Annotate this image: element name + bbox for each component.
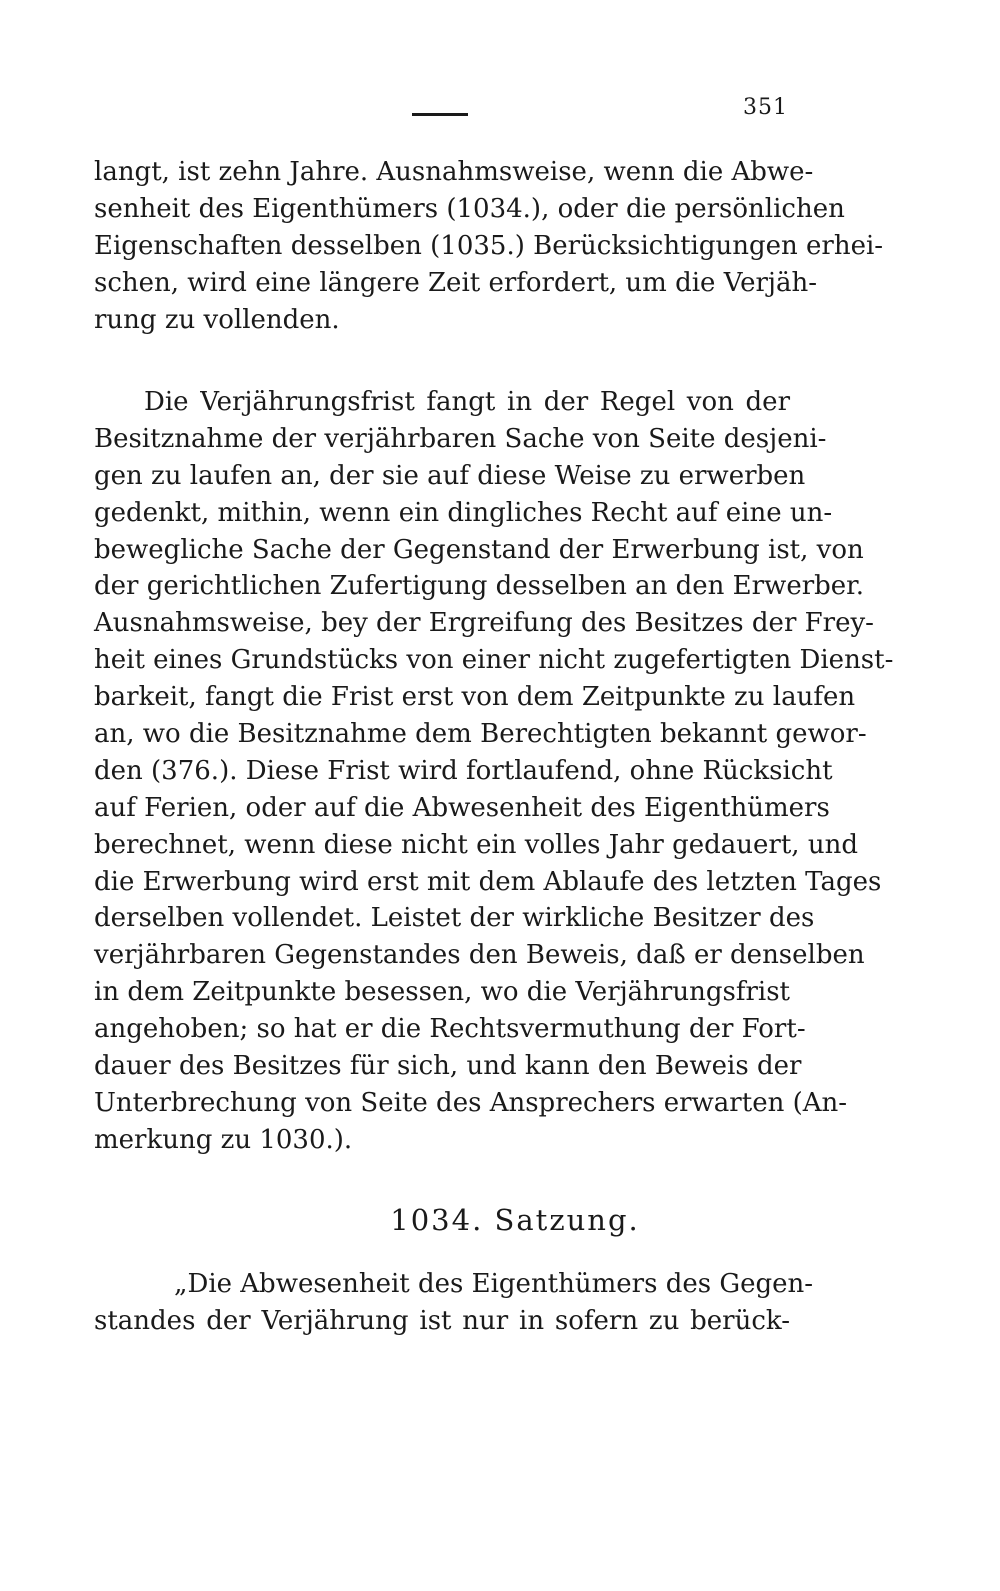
text-line: merkung zu 1030.). xyxy=(94,1124,353,1155)
text-line: den (376.). Diese Frist wird fortlaufend, ohne Rücksicht xyxy=(94,755,833,786)
header-rule xyxy=(412,113,468,116)
paragraph-limitation-period xyxy=(94,384,894,1159)
text-line: die Erwerbung wird erst mit dem Ablaufe des letzten Tages xyxy=(94,866,882,897)
text-line: an, wo die Besitznahme dem Berechtigten bekannt gewor- xyxy=(94,719,867,750)
text-line: senheit des Eigenthümers (1034.), oder die persönlichen xyxy=(94,193,845,224)
text-line: langt, ist zehn Jahre. Ausnahmsweise, wenn die Abwe- xyxy=(94,157,814,187)
text-line: in dem Zeitpunkte besessen, wo die Verjährungsfrist xyxy=(94,977,790,1008)
text-line: der gerichtlichen Zufertigung desselben an den Erwerber. xyxy=(94,571,864,602)
text-line: berechnet, wenn diese nicht ein volles Jahr gedauert, und xyxy=(94,829,858,860)
text-line: gedenkt, mithin, wenn ein dingliches Recht auf eine un- xyxy=(94,497,833,528)
page-number: 351 xyxy=(743,95,788,120)
text-line: „Die Abwesenheit des Eigenthümers des Gegen- xyxy=(174,1269,814,1299)
text-line: Besitznahme der verjährbaren Sache von Seite desjeni- xyxy=(94,423,827,454)
paragraph-continuation xyxy=(94,154,884,338)
text-line: Eigenschaften desselben (1035.) Berücksichtigungen erhei- xyxy=(94,230,884,261)
text-line: bewegliche Sache der Gegenstand der Erwerbung ist, von xyxy=(94,534,864,565)
text-line: heit eines Grundstücks von einer nicht zugefertigten Dienst- xyxy=(94,645,894,676)
text-line: rung zu vollenden. xyxy=(94,304,340,335)
paragraph-statute-quote xyxy=(94,1266,814,1340)
text-line: standes der Verjährung ist nur in sofern zu berück- xyxy=(94,1305,790,1336)
text-line: Unterbrechung von Seite des Ansprechers erwarten (An- xyxy=(94,1087,848,1118)
text-line: schen, wird eine längere Zeit erfordert, um die Verjäh- xyxy=(94,267,817,298)
text-line: gen zu laufen an, der sie auf diese Weise zu erwerben xyxy=(94,460,806,491)
text-line: dauer des Besitzes für sich, und kann den Beweis der xyxy=(94,1051,802,1082)
text-line: Die Verjährungsfrist fangt in der Regel von der xyxy=(144,387,790,417)
text-line: angehoben; so hat er die Rechtsvermuthung der Fort- xyxy=(94,1014,806,1045)
section-heading: 1034. Satzung. xyxy=(390,1203,640,1237)
text-line: Ausnahmsweise, bey der Ergreifung des Besitzes der Frey- xyxy=(94,608,874,639)
text-line: verjährbaren Gegenstandes den Beweis, daß er denselben xyxy=(94,940,865,971)
text-line: barkeit, fangt die Frist erst von dem Zeitpunkte zu laufen xyxy=(94,682,856,713)
text-line: derselben vollendet. Leistet der wirkliche Besitzer des xyxy=(94,903,815,934)
text-line: auf Ferien, oder auf die Abwesenheit des Eigenthümers xyxy=(94,792,830,823)
